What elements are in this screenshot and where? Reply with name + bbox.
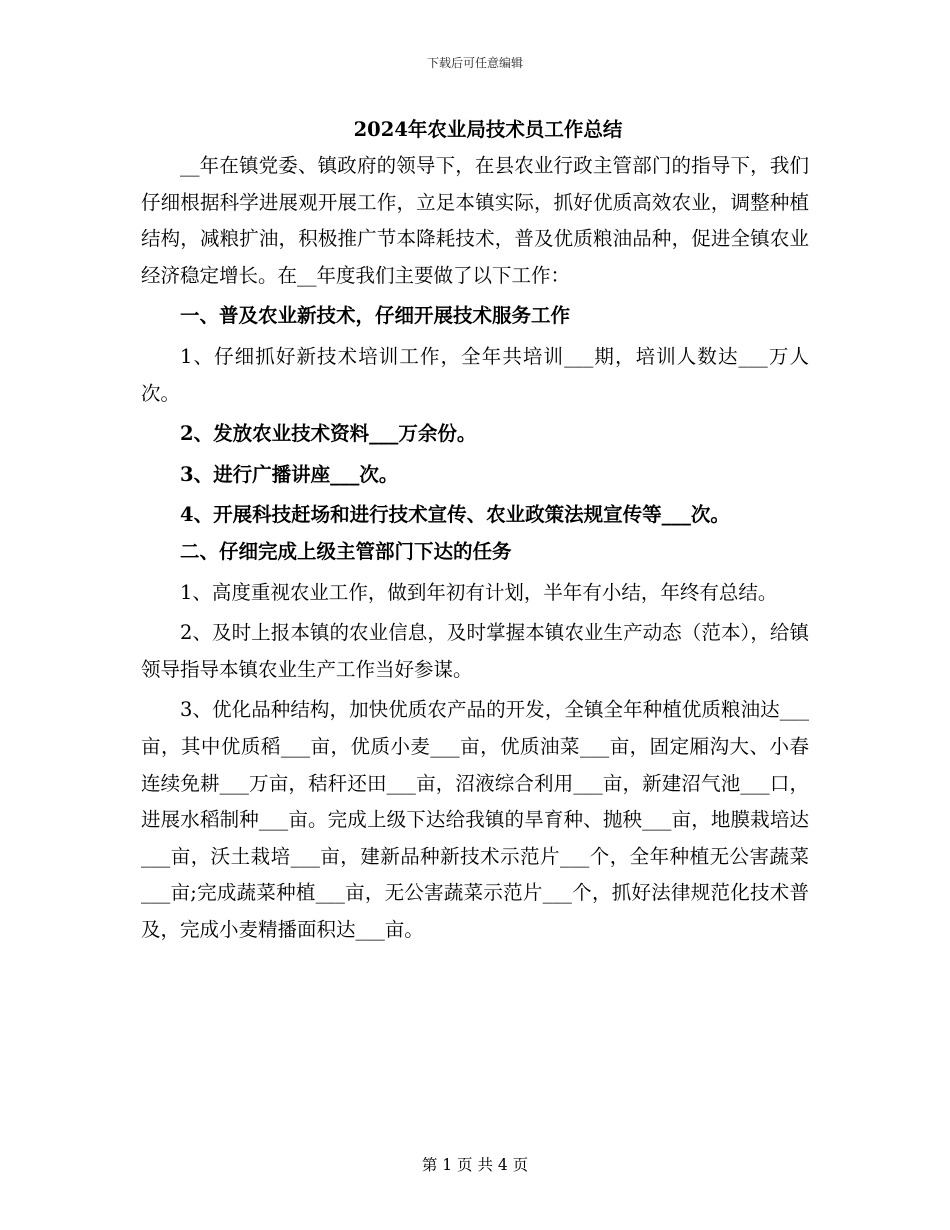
- list-item: 3、优化品种结构，加快优质农产品的开发，全镇全年种植优质粮油达___亩，其中优质稻___亩，优质小麦___亩，优质油菜___亩，固定厢沟大、小春连续免耕___万亩，秸秆还田___亩，沼液综合利用___亩，新建沼气池___口，进展水稻制种___亩。完成上级下达给我镇的旱育种、抛秧___亩，地膜栽培达___亩，沃土栽培___亩，建新品种新技术示范片___个，全年种植无公害蔬菜___亩;完成蔬菜种植___亩，无公害蔬菜示范片___个，抓好法律规范化技术普及，完成小麦精播面积达___亩。: [141, 698, 809, 941]
- page-header: 下载后可任意编辑: [426, 56, 523, 70]
- section-heading-2: 二、仔细完成上级主管部门下达的任务: [180, 539, 512, 563]
- list-item: 4、开展科技赶场和进行技术宣传、农业政策法规宣传等___次。: [180, 503, 730, 527]
- intro-paragraph: __年在镇党委、镇政府的领导下，在县农业行政主管部门的指导下，我们仔细根据科学进展观开展工作，立足本镇实际，抓好优质高效农业，调整种植结构，减粮扩油，积极推广节本降耗技术，普及优质粮油品种，促进全镇农业经济稳定增长。在__年度我们主要做了以下工作：: [141, 154, 809, 287]
- list-item: 1、高度重视农业工作，做到年初有计划，半年有小结，年终有总结。: [180, 580, 778, 604]
- list-item: 3、进行广播讲座___次。: [180, 462, 399, 486]
- list-item: 2、发放农业技术资料___万余份。: [180, 422, 477, 446]
- document-body: [141, 112, 809, 948]
- section-heading-1: 一、普及农业新技术，仔细开展技术服务工作: [180, 304, 571, 328]
- list-item: 1、仔细抓好新技术培训工作，全年共培训___期，培训人数达___万人次。: [141, 344, 809, 405]
- list-item: 2、及时上报本镇的农业信息，及时掌握本镇农业生产动态（范本），给镇领导指导本镇农业生产工作当好参谋。: [141, 621, 809, 681]
- document-title: 2024年农业局技术员工作总结: [353, 118, 623, 141]
- page-number: 第 1 页 共 4 页: [421, 1156, 529, 1174]
